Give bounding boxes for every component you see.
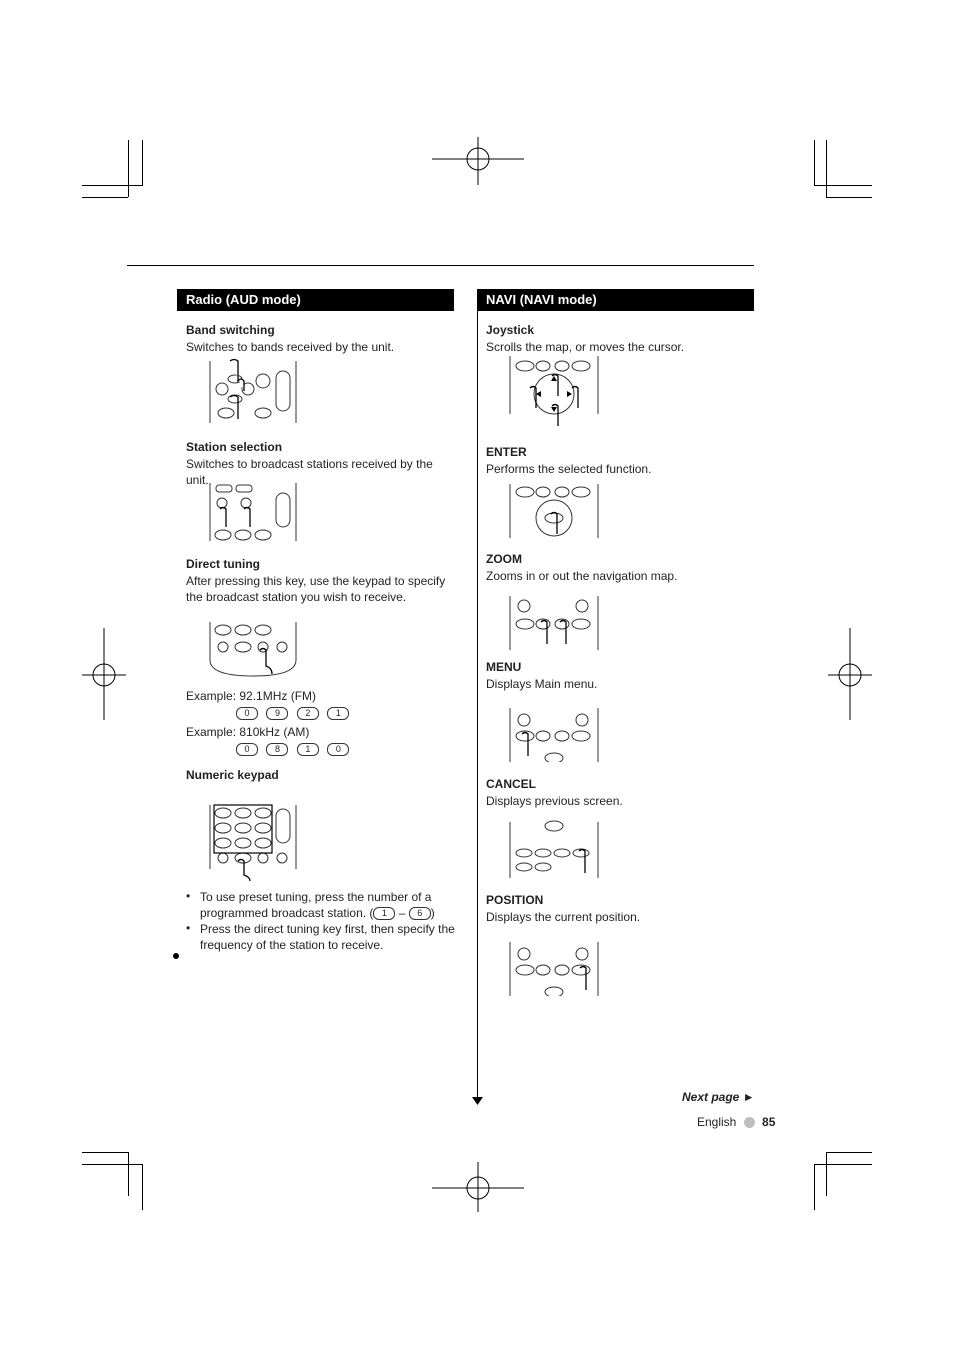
remote-illustration-station — [208, 481, 298, 543]
crop-mark — [826, 1152, 827, 1196]
remote-illustration-position — [508, 940, 600, 996]
registration-mark — [82, 628, 126, 720]
registration-mark — [432, 137, 524, 185]
bullet-preset-tuning — [200, 889, 455, 921]
bullet-dash: – — [398, 906, 406, 920]
desc-band-switching: Switches to bands received by the unit. — [186, 340, 395, 354]
example-fm-keys — [236, 705, 349, 723]
crop-mark — [814, 1164, 872, 1165]
remote-illustration-zoom — [508, 594, 600, 650]
remote-illustration-band — [208, 357, 298, 425]
next-page-label: Next page — [682, 1090, 740, 1104]
next-arrow-icon: ► — [742, 1090, 755, 1104]
desc-zoom: Zooms in or out the navigation map. — [486, 569, 678, 583]
remote-illustration-cancel — [508, 820, 600, 880]
crop-mark — [128, 140, 129, 197]
heading-position: POSITION — [486, 893, 544, 907]
crop-mark — [814, 185, 872, 186]
remote-illustration-enter — [508, 482, 600, 540]
desc-enter: Performs the selected function. — [486, 462, 652, 476]
heading-menu: MENU — [486, 660, 522, 674]
remote-illustration-joystick — [508, 354, 600, 428]
example-am-label: Example: 810kHz (AM) — [186, 725, 310, 739]
column-divider — [477, 290, 478, 1098]
crop-mark — [82, 1152, 128, 1153]
crop-mark — [826, 197, 872, 198]
section-header-navi: NAVI (NAVI mode) — [477, 289, 754, 311]
remote-illustration-direct — [208, 620, 298, 678]
example-fm-label: Example: 92.1MHz (FM) — [186, 689, 317, 703]
down-arrow-icon — [472, 1097, 483, 1106]
desc-joystick: Scrolls the map, or moves the cursor. — [486, 340, 685, 354]
remote-illustration-keypad — [208, 803, 298, 881]
desc-cancel: Displays previous screen. — [486, 794, 623, 808]
desc-menu: Displays Main menu. — [486, 677, 598, 691]
page-footer — [697, 1115, 775, 1129]
crop-mark — [82, 185, 142, 186]
registration-mark — [828, 628, 872, 720]
key-button: 0 — [327, 743, 349, 756]
crop-mark — [82, 197, 128, 198]
crop-mark — [814, 140, 815, 186]
next-page-indicator[interactable] — [682, 1090, 755, 1104]
example-am-keys — [236, 741, 349, 759]
crop-mark — [142, 140, 143, 186]
key-button: 9 — [266, 707, 288, 720]
key-button: 8 — [266, 743, 288, 756]
key-button: 6 — [409, 907, 431, 920]
key-button: 0 — [236, 743, 258, 756]
key-button: 0 — [236, 707, 258, 720]
heading-joystick: Joystick — [486, 323, 535, 337]
key-button: 1 — [297, 743, 319, 756]
page-number: 85 — [762, 1115, 776, 1129]
bullet-dot: • — [186, 889, 191, 903]
heading-station-selection: Station selection — [186, 440, 283, 454]
registration-mark — [432, 1162, 524, 1212]
key-button: 1 — [327, 707, 349, 720]
bullet-dot: • — [186, 921, 191, 935]
crop-mark — [128, 1152, 129, 1196]
section-header-radio: Radio (AUD mode) — [177, 289, 454, 311]
bullet-text: To use preset tuning, press the number of a programmed broadcast station. ( — [200, 890, 432, 920]
heading-cancel: CANCEL — [486, 777, 536, 791]
bullet-direct-first: Press the direct tuning key first, then specify the frequency of the station to receive. — [200, 922, 455, 952]
bullet-end: ) — [430, 906, 435, 920]
separator-dot-icon — [744, 1117, 755, 1128]
remote-illustration-menu — [508, 706, 600, 762]
heading-zoom: ZOOM — [486, 552, 522, 566]
key-button: 2 — [297, 707, 319, 720]
heading-numeric-keypad: Numeric keypad — [186, 768, 279, 782]
column-end-dot — [173, 953, 179, 959]
heading-direct-tuning: Direct tuning — [186, 557, 260, 571]
desc-station-selection: Switches to broadcast stations received by the unit. — [186, 457, 433, 487]
crop-mark — [82, 1164, 142, 1165]
desc-direct-tuning: After pressing this key, use the keypad to specify the broadcast station you wish to receive. — [186, 574, 446, 604]
heading-enter: ENTER — [486, 445, 527, 459]
crop-mark — [826, 1152, 872, 1153]
crop-mark — [826, 140, 827, 197]
top-rule — [127, 265, 754, 266]
crop-mark — [142, 1164, 143, 1210]
heading-band-switching: Band switching — [186, 323, 275, 337]
desc-position: Displays the current position. — [486, 910, 641, 924]
language-label: English — [697, 1115, 737, 1129]
key-button: 1 — [373, 907, 395, 920]
crop-mark — [814, 1164, 815, 1210]
